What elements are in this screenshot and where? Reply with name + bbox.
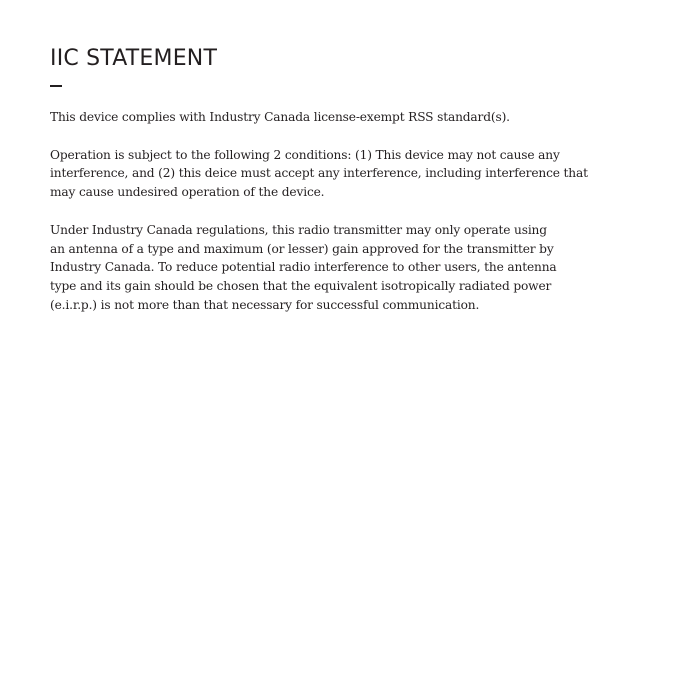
document-page	[50, 44, 610, 334]
paragraph-conditions	[50, 146, 610, 202]
paragraph-line: type and its gain should be chosen that the equivalent isotropically radiated power	[50, 279, 552, 294]
paragraph-line: Under Industry Canada regulations, this radio transmitter may only operate using	[50, 222, 547, 237]
paragraph-line: (e.i.r.p.) is not more than that necessary for successful communication.	[50, 297, 480, 312]
paragraph-line: interference, and (2) this deice must accept any interference, including interference that	[50, 166, 588, 181]
paragraph-line: may cause undesired operation of the device.	[50, 185, 325, 200]
paragraph-line: This device complies with Industry Canada license-exempt RSS standard(s).	[50, 110, 510, 124]
paragraph-line: an antenna of a type and maximum (or lesser) gain approved for the transmitter by	[50, 241, 554, 256]
paragraph-compliance	[50, 108, 610, 127]
paragraph-line: Operation is subject to the following 2 conditions: (1) This device may not cause any	[50, 147, 560, 162]
paragraph-line: Industry Canada. To reduce potential radio interference to other users, the antenna	[50, 260, 557, 275]
page-title: IIC STATEMENT	[50, 46, 218, 71]
title-underline-divider	[50, 85, 62, 87]
paragraph-regulations	[50, 221, 610, 315]
